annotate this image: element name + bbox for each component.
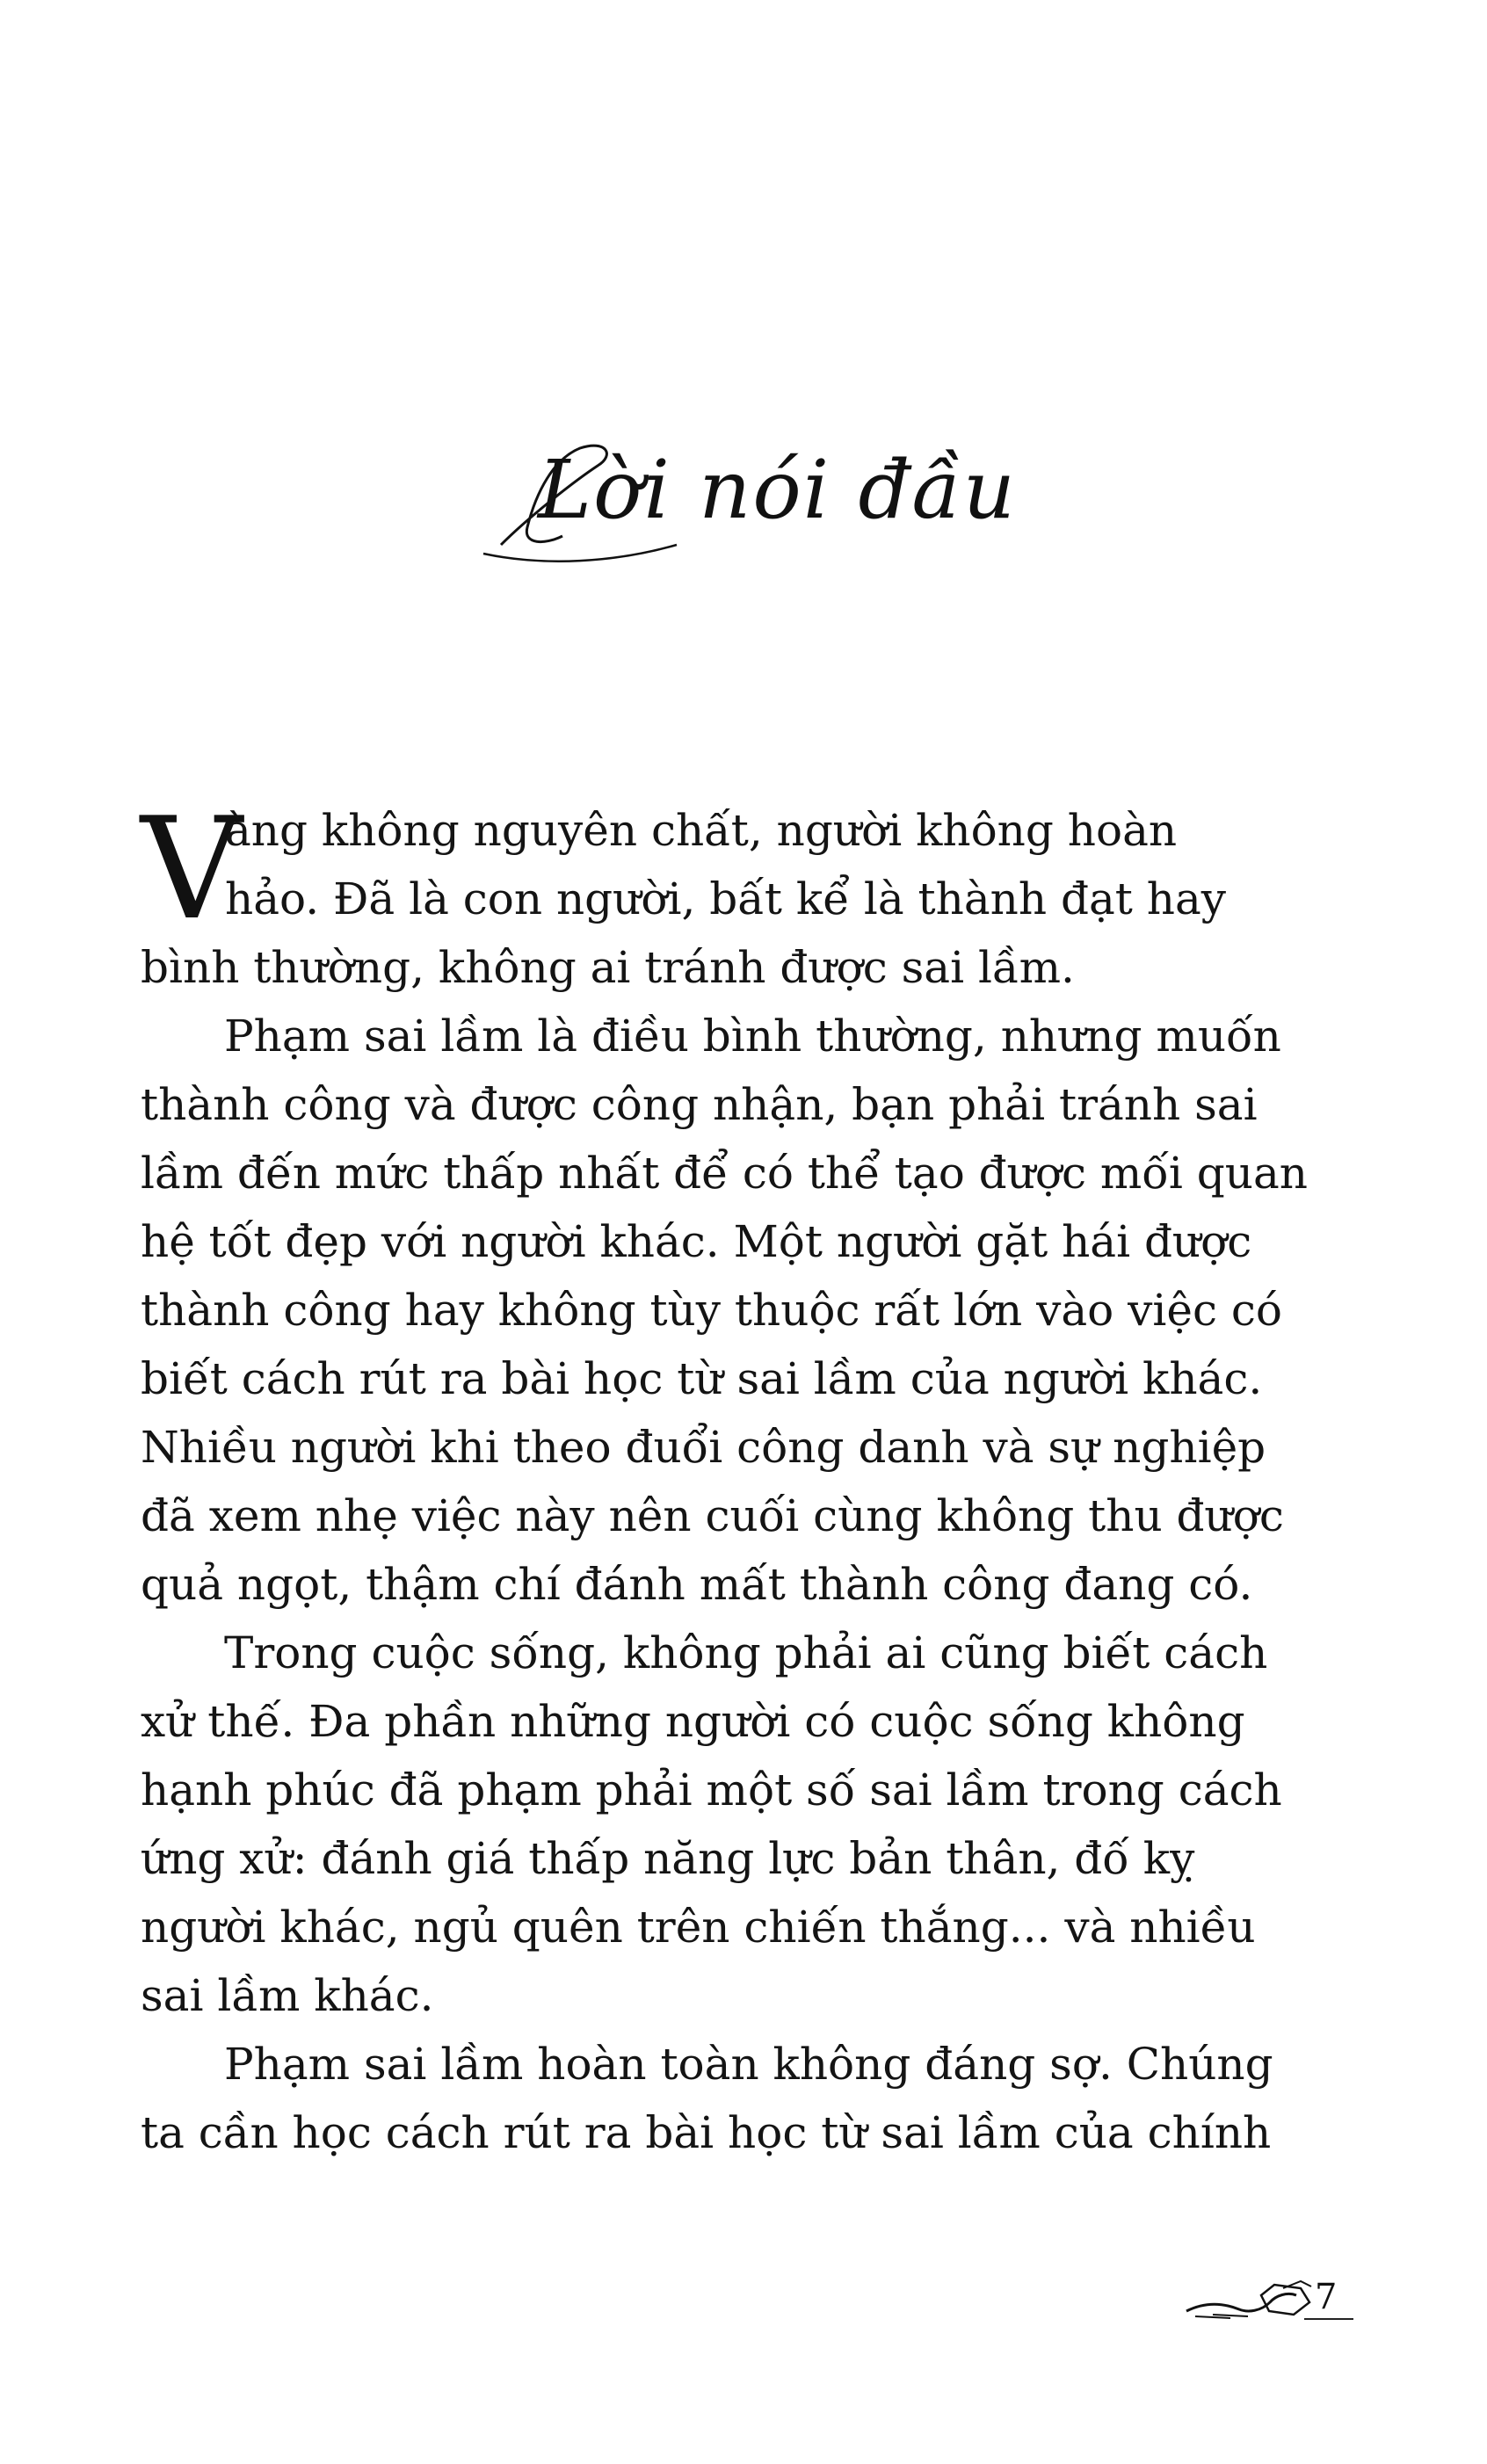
body-text	[141, 786, 1309, 2167]
text-line: Phạm sai lầm hoàn toàn không đáng sợ. Chúng	[224, 2039, 1273, 2090]
text-line: xử thế. Đa phần những người có cuộc sống không	[141, 1696, 1245, 1747]
text-line: Nhiều người khi theo đuổi công danh và sự nghiệp	[141, 1422, 1266, 1473]
text-line: ta cần học cách rút ra bài học từ sai lầm của chính	[141, 2107, 1272, 2158]
drop-cap: V	[141, 786, 243, 951]
text-line: bình thường, không ai tránh được sai lầm.	[141, 942, 1075, 993]
text-line: hạnh phúc đã phạm phải một số sai lầm trong cách	[141, 1765, 1282, 1815]
text-line: sai lầm khác.	[141, 1970, 434, 2021]
text-line: Phạm sai lầm là điều bình thường, nhưng muốn	[224, 1011, 1281, 1062]
text-line: biết cách rút ra bài học từ sai lầm của người khác.	[141, 1353, 1263, 1404]
text-line: Trong cuộc sống, không phải ai cũng biết cách	[224, 1627, 1268, 1678]
text-line: quả ngọt, thậm chí đánh mất thành công đang có.	[141, 1559, 1253, 1610]
chapter-heading	[475, 413, 1017, 589]
text-line: àng không nguyên chất, người không hoàn	[225, 805, 1178, 856]
heading-text: Lời nói đầu	[538, 443, 1017, 537]
text-line: thành công hay không tùy thuộc rất lớn vào việc có	[141, 1285, 1282, 1336]
page-number: 7	[1315, 2277, 1338, 2317]
text-line: lầm đến mức thấp nhất để có thể tạo được mối quan	[141, 1148, 1309, 1199]
text-line: thành công và được công nhận, bạn phải tránh sai	[141, 1079, 1258, 1130]
page-number-underline	[1304, 2318, 1353, 2320]
text-line: ứng xử: đánh giá thấp năng lực bản thân, đố kỵ	[141, 1833, 1195, 1884]
text-line: đã xem nhẹ việc này nên cuối cùng không thu được	[141, 1490, 1284, 1541]
text-line: người khác, ngủ quên trên chiến thắng... và nhiều	[141, 1902, 1256, 1953]
text-line: hệ tốt đẹp với người khác. Một người gặt hái được	[141, 1216, 1252, 1267]
text-line: hảo. Đã là con người, bất kể là thành đạt hay	[225, 873, 1227, 924]
